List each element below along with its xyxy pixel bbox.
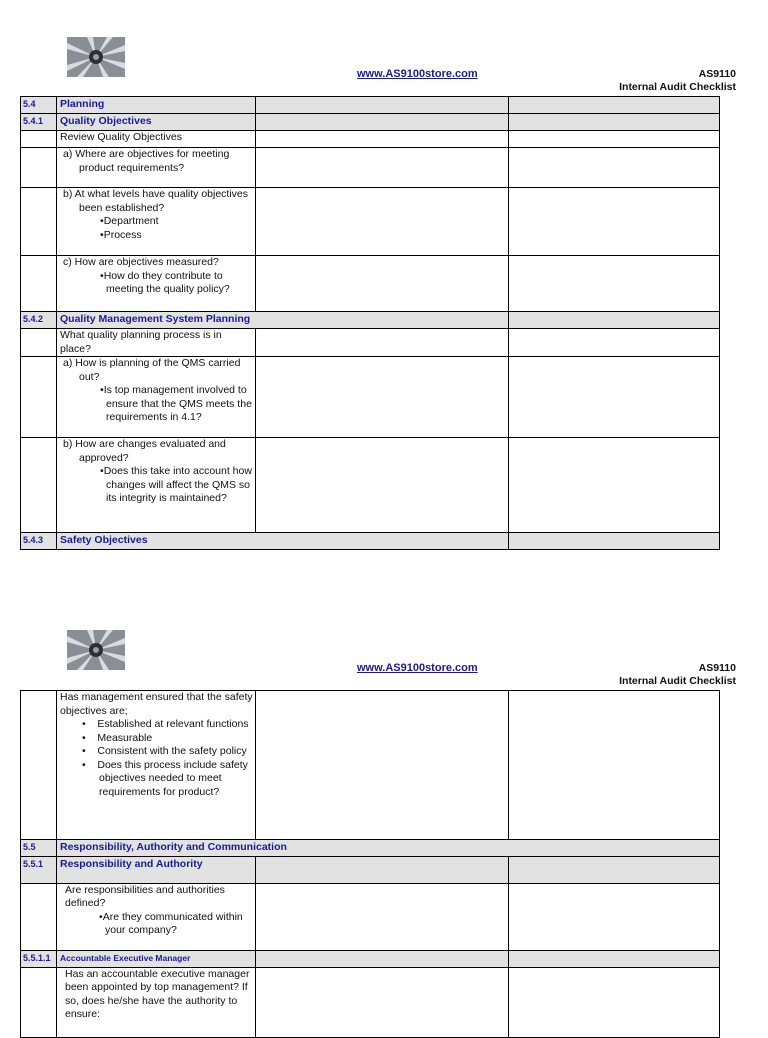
section-number: 5.4.2 (21, 312, 57, 329)
bullet-item: •Are they communicated within your company? (99, 910, 243, 936)
checklist-table-page2 (20, 690, 720, 1038)
section-number: 5.5 (21, 840, 57, 857)
question-text: a) Where are objectives for meeting product requirements? (63, 148, 230, 174)
evidence-cell (509, 256, 720, 312)
notes-cell (256, 256, 509, 312)
evidence-cell (509, 312, 720, 329)
doc-code: AS9110 (698, 662, 736, 674)
question-text: b) At what levels have quality objectives been established? (63, 188, 249, 214)
section-row (21, 856, 720, 883)
section-row (21, 97, 720, 114)
evidence-cell (509, 188, 720, 256)
bullet-item: •Does this take into account how changes will affect the QMS so its integrity is maintained? (100, 465, 252, 504)
notes-cell (256, 967, 509, 1037)
evidence-cell (509, 856, 720, 883)
section-title: Responsibility, Authority and Communication (57, 840, 720, 857)
doc-title: Internal Audit Checklist (619, 81, 736, 93)
question-row (21, 329, 720, 357)
question-text: Review Quality Objectives (57, 131, 256, 148)
question-row (21, 131, 720, 148)
question-text: Has an accountable executive manager been appointed by top management? If so, does he/she have the authority to ensure: (57, 967, 256, 1037)
question-row (21, 967, 720, 1037)
section-title: Responsibility and Authority (57, 856, 256, 883)
question-text: Are responsibilities and authorities defined? (65, 883, 225, 909)
evidence-cell (509, 950, 720, 967)
section-title: Accountable Executive Manager (57, 950, 256, 967)
bullet-item: •How do they contribute to meeting the quality policy? (100, 269, 230, 295)
question-row (21, 691, 720, 840)
question-text: What quality planning process is in place? (57, 329, 256, 357)
evidence-cell (509, 533, 720, 550)
notes-cell (256, 188, 509, 256)
evidence-cell (509, 967, 720, 1037)
doc-header (619, 662, 736, 688)
evidence-cell (509, 329, 720, 357)
notes-cell (256, 97, 509, 114)
website-link[interactable]: www.AS9100store.com (357, 68, 478, 80)
section-row (21, 114, 720, 131)
evidence-cell (509, 114, 720, 131)
bullet-item: •Department (100, 215, 159, 227)
checklist-table-page1 (20, 96, 720, 550)
question-row (21, 256, 720, 312)
section-number: 5.5.1.1 (21, 950, 57, 967)
notes-cell (256, 950, 509, 967)
website-link[interactable]: www.AS9100store.com (357, 662, 478, 674)
bullet-item: • Consistent with the safety policy (82, 745, 247, 757)
section-title: Quality Management System Planning (57, 312, 509, 329)
bullet-item: •Is top management involved to ensure that the QMS meets the requirements in 4.1? (100, 384, 252, 423)
question-row (21, 357, 720, 438)
section-number: 5.5.1 (21, 856, 57, 883)
section-title: Safety Objectives (57, 533, 509, 550)
section-title: Planning (57, 97, 256, 114)
section-number: 5.4.3 (21, 533, 57, 550)
notes-cell (256, 114, 509, 131)
evidence-cell (509, 883, 720, 950)
evidence-cell (509, 691, 720, 840)
section-row (21, 312, 720, 329)
doc-header (619, 68, 736, 94)
section-row (21, 533, 720, 550)
notes-cell (256, 883, 509, 950)
question-row (21, 148, 720, 188)
bullet-item: •Process (100, 228, 142, 241)
turbine-logo (67, 37, 125, 77)
evidence-cell (509, 357, 720, 438)
doc-code: AS9110 (698, 68, 736, 80)
section-number: 5.4 (21, 97, 57, 114)
turbine-logo (67, 630, 125, 670)
notes-cell (256, 691, 509, 840)
question-row (21, 883, 720, 950)
evidence-cell (509, 97, 720, 114)
question-text: Has management ensured that the safety objectives are; (60, 691, 253, 717)
notes-cell (256, 329, 509, 357)
evidence-cell (509, 148, 720, 188)
bullet-item: • Does this process include safety objectives needed to meet requirements for product? (82, 758, 248, 798)
section-row (21, 840, 720, 857)
notes-cell (256, 357, 509, 438)
doc-title: Internal Audit Checklist (619, 675, 736, 687)
evidence-cell (509, 438, 720, 533)
notes-cell (256, 438, 509, 533)
question-row (21, 188, 720, 256)
question-text: c) How are objectives measured? (63, 256, 219, 268)
bullet-item: • Established at relevant functions (82, 718, 249, 730)
question-text: a) How is planning of the QMS carried out? (63, 357, 241, 383)
question-row (21, 438, 720, 533)
section-title: Quality Objectives (57, 114, 256, 131)
notes-cell (256, 148, 509, 188)
notes-cell (256, 856, 509, 883)
question-text: b) How are changes evaluated and approved? (63, 438, 226, 464)
section-row (21, 950, 720, 967)
bullet-item: • Measurable (82, 731, 153, 744)
section-number: 5.4.1 (21, 114, 57, 131)
